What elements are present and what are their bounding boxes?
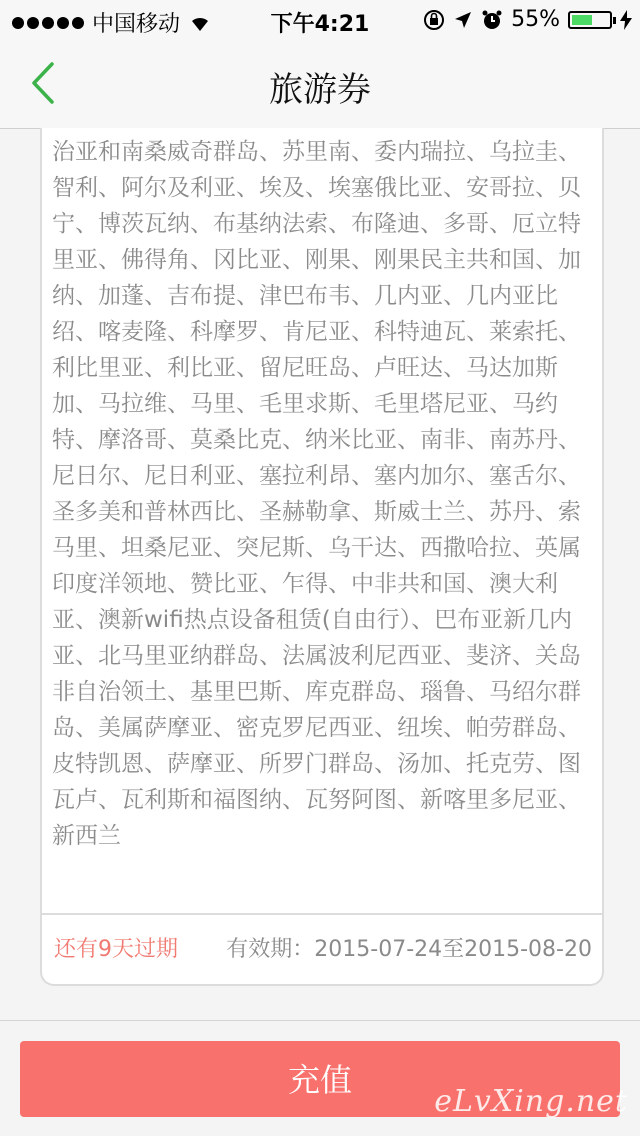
voucher-card xyxy=(40,128,604,986)
rotation-lock-icon xyxy=(423,9,445,31)
recharge-button[interactable]: 充值 xyxy=(20,1041,620,1117)
status-right xyxy=(423,7,632,32)
alarm-clock-icon xyxy=(481,9,503,31)
status-bar xyxy=(0,0,640,40)
validity-period: 有效期：2015-07-24至2015-08-20 xyxy=(226,937,592,962)
page-title: 旅游券 xyxy=(269,70,371,110)
expiry-note: 还有9天过期 xyxy=(54,937,178,962)
battery-icon xyxy=(568,11,612,29)
watermark-logo: eLvXing.net xyxy=(434,1084,628,1119)
bottom-divider xyxy=(0,1020,640,1021)
location-arrow-icon xyxy=(453,10,473,30)
charging-bolt-icon xyxy=(620,10,632,30)
applicable-regions-text: 治亚和南桑威奇群岛、苏里南、委内瑞拉、乌拉圭、智利、阿尔及利亚、埃及、埃塞俄比亚、安哥拉、贝宁、博茨瓦纳、布基纳法索、布隆迪、多哥、厄立特里亚、佛得角、冈比亚、刚果、刚果民主共和国、加纳、加蓬、吉布提、津巴布韦、几内亚、几内亚比绍、喀麦隆、科摩罗、肯尼亚、科特迪瓦、莱索托、利比里亚、利比亚、留尼旺岛、卢旺达、马达加斯加、马拉维、马里、毛里求斯、毛里塔尼亚、马约特、摩洛哥、莫桑比克、纳米比亚、南非、南苏丹、尼日尔、尼日利亚、塞拉利昂、塞内加尔、塞舌尔、圣多美和普林西比、圣赫勒拿、斯威士兰、苏丹、索马里、坦桑尼亚、突尼斯、乌干达、西撒哈拉、英属印度洋领地、赞比亚、乍得、中非共和国、澳大利亚、澳新wifi热点设备租赁(自由行）、巴布亚新几内亚、北马里亚纳群岛、法属波利尼西亚、斐济、关岛非自治领土、基里巴斯、库克群岛、瑙鲁、马绍尔群岛、美属萨摩亚、密克罗尼西亚、纽埃、帕劳群岛、皮特凯恩、萨摩亚、所罗门群岛、汤加、托克劳、图瓦卢、瓦利斯和福图纳、瓦努阿图、新喀里多尼亚、新西兰 xyxy=(52,139,581,849)
nav-bar xyxy=(0,40,640,129)
card-divider xyxy=(42,913,602,915)
battery-percent: 55% xyxy=(511,7,560,32)
carrier-name: 中国移动 xyxy=(92,12,181,37)
status-time: 下午4:21 xyxy=(270,12,370,37)
